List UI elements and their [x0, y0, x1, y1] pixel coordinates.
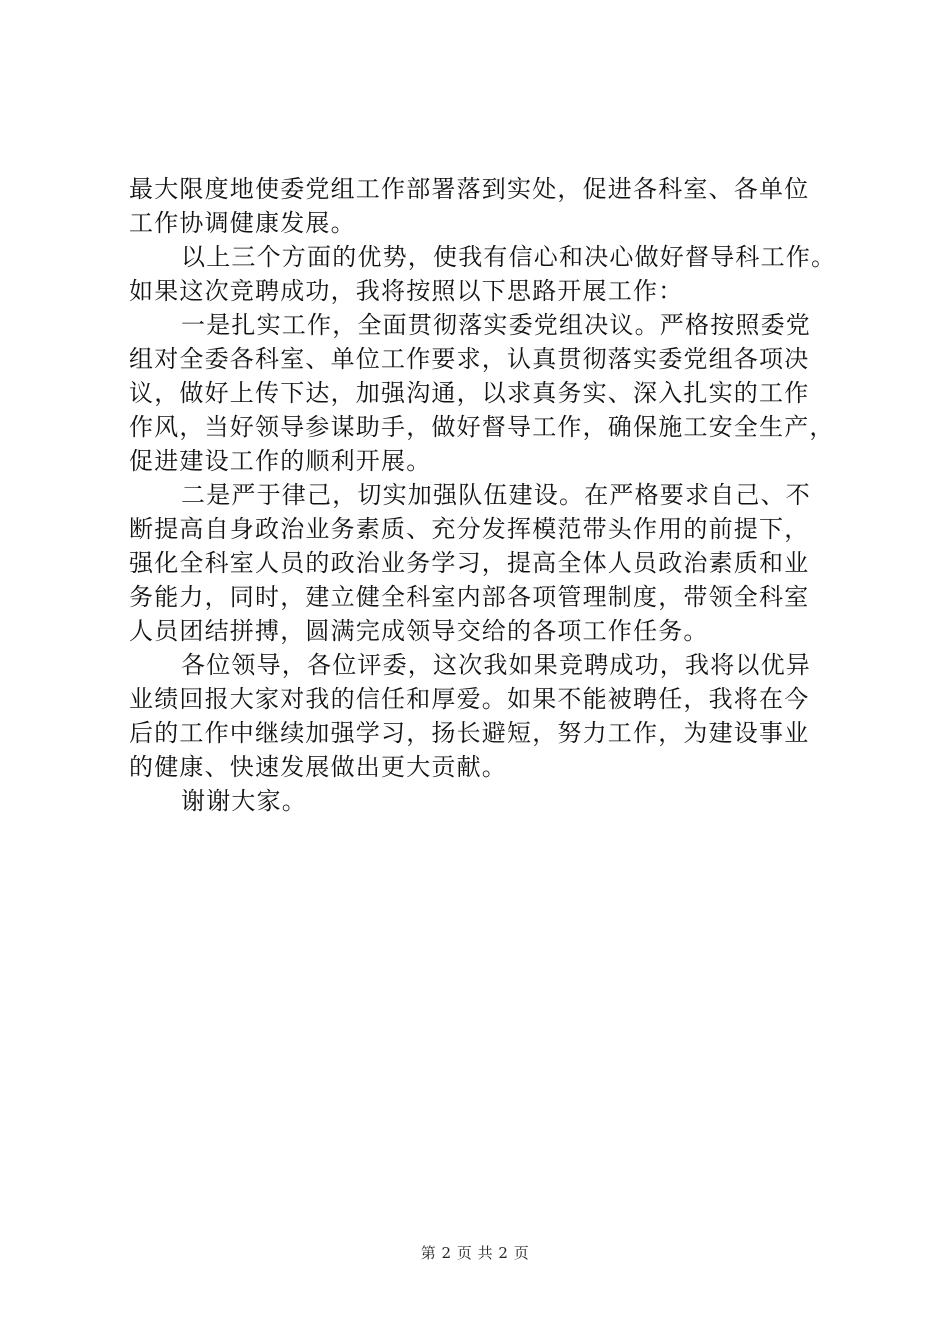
text-line: 断提高自身政治业务素质、充分发挥模范带头作用的前提下，	[129, 515, 810, 543]
text-line: 工作协调健康发展。	[129, 209, 356, 237]
text-line: 组对全委各科室、单位工作要求，认真贯彻落实委党组各项决	[129, 345, 810, 373]
text-line: 二是严于律己，切实加强队伍建设。在严格要求自己、不	[181, 481, 811, 509]
text-line: 业绩回报大家对我的信任和厚爱。如果不能被聘任，我将在今	[129, 685, 810, 713]
text-line: 谢谢大家。	[181, 787, 307, 815]
text-line: 最大限度地使委党组工作部署落到实处，促进各科室、各单位	[129, 175, 810, 203]
text-line: 人员团结拼搏，圆满完成领导交给的各项工作任务。	[129, 617, 709, 645]
text-line: 一是扎实工作，全面贯彻落实委党组决议。严格按照委党	[181, 311, 811, 339]
text-line: 促进建设工作的顺利开展。	[129, 447, 432, 475]
text-line: 以上三个方面的优势，使我有信心和决心做好督导科工作。	[181, 243, 837, 271]
text-line: 强化全科室人员的政治业务学习，提高全体人员政治素质和业	[129, 549, 810, 577]
text-line: 的健康、快速发展做出更大贡献。	[129, 753, 507, 781]
text-line: 作风，当好领导参谋助手，做好督导工作，确保施工安全生产，	[129, 413, 835, 441]
text-line: 议，做好上传下达，加强沟通，以求真务实、深入扎实的工作	[129, 379, 810, 407]
text-line: 如果这次竞聘成功，我将按照以下思路开展工作：	[129, 277, 684, 305]
text-line: 后的工作中继续加强学习，扬长避短，努力工作，为建设事业	[129, 719, 810, 747]
page-number-footer: 第 2 页 共 2 页	[420, 1244, 530, 1262]
document-body	[129, 172, 849, 818]
text-line: 务能力，同时，建立健全科室内部各项管理制度，带领全科室	[129, 583, 810, 611]
text-line: 各位领导，各位评委，这次我如果竞聘成功，我将以优异	[181, 651, 811, 679]
